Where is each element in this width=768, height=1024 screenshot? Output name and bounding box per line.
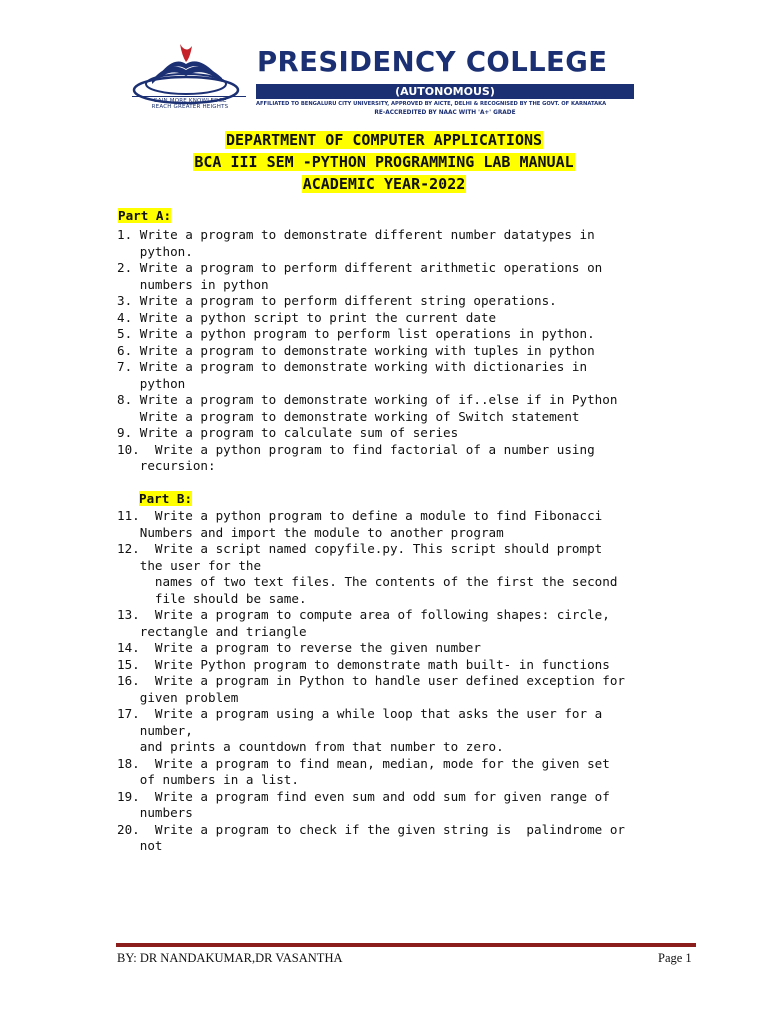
list-item: 5. Write a python program to perform list operations in python. xyxy=(117,326,595,341)
autonomous-banner: (AUTONOMOUS) xyxy=(256,84,634,99)
list-item: Write a program to demonstrate working of Switch statement xyxy=(117,408,580,424)
lab-manual-title: BCA III SEM -PYTHON PROGRAMMING LAB MANUAL xyxy=(194,153,574,171)
list-item: 9. Write a program to calculate sum of series xyxy=(117,425,459,440)
list-item: 7. Write a program to demonstrate working with dictionaries in xyxy=(117,359,588,374)
part-a-heading: Part A: xyxy=(118,208,172,223)
list-item: names of two text files. The contents of the first the second xyxy=(117,574,618,589)
list-item: python. xyxy=(117,243,193,259)
affiliation-text: AFFILIATED TO BENGALURU CITY UNIVERSITY, APPROVED BY AICTE, DELHI & RECOGNISED BY THE GOVT. OF KARNATAKA xyxy=(256,101,607,107)
list-item: 6. Write a program to demonstrate working with tuples in python xyxy=(117,342,595,358)
list-item: file should be same. xyxy=(117,590,307,606)
part-b-list xyxy=(117,508,625,855)
list-item: 15. Write Python program to demonstrate math built- in functions xyxy=(117,656,610,672)
footer-divider xyxy=(116,943,696,947)
list-item: 4. Write a python script to print the current date xyxy=(117,309,497,325)
list-item: 2. Write a program to perform different arithmetic operations on xyxy=(117,260,603,275)
list-item: 19. Write a program find even sum and odd sum for given range of xyxy=(117,788,610,804)
college-header xyxy=(130,40,650,118)
list-item: given problem xyxy=(117,689,239,705)
list-item: number, xyxy=(117,722,193,738)
title-line-1 xyxy=(0,130,768,152)
list-item: Numbers and import the module to another program xyxy=(117,524,504,540)
list-item: 17. Write a program using a while loop that asks the user for a xyxy=(117,706,603,721)
motto-line-1: GAIN MORE KNOWLEDGE xyxy=(153,98,227,104)
list-item: the user for the xyxy=(117,557,262,573)
department-title: DEPARTMENT OF COMPUTER APPLICATIONS xyxy=(225,131,543,149)
list-item: 12. Write a script named copyfile.py. This script should prompt xyxy=(117,541,603,556)
title-line-3 xyxy=(0,174,768,196)
academic-year-title: ACADEMIC YEAR-2022 xyxy=(302,175,466,193)
part-a-list xyxy=(117,227,617,475)
document-titles xyxy=(0,130,768,196)
list-item: 14. Write a program to reverse the given number xyxy=(117,640,481,655)
college-name: PRESIDENCY COLLEGE xyxy=(257,46,608,78)
list-item: numbers in python xyxy=(117,276,269,292)
list-item: recursion: xyxy=(117,458,216,473)
list-item: not xyxy=(117,838,163,853)
motto-line-2: REACH GREATER HEIGHTS xyxy=(151,104,229,110)
list-item: 20. Write a program to check if the given string is palindrome or xyxy=(117,821,625,837)
list-item: python xyxy=(117,375,186,391)
accreditation-text: RE-ACCREDITED BY NAAC WITH 'A+' GRADE xyxy=(374,110,516,116)
list-item: and prints a countdown from that number to zero. xyxy=(117,739,504,754)
list-item: 11. Write a python program to define a module to find Fibonacci xyxy=(117,508,603,523)
college-motto xyxy=(134,98,246,110)
list-item: 16. Write a program in Python to handle user defined exception for xyxy=(117,673,625,688)
part-b-heading: Part B: xyxy=(139,491,193,506)
list-item: 8. Write a program to demonstrate working of if..else if in Python xyxy=(117,392,618,407)
list-item: 13. Write a program to compute area of following shapes: circle, xyxy=(117,607,610,622)
page-number: Page 1 xyxy=(658,951,692,965)
list-item: 3. Write a program to perform different string operations. xyxy=(117,293,557,308)
list-item: of numbers in a list. xyxy=(117,772,299,787)
list-item: 1. Write a program to demonstrate different number datatypes in xyxy=(117,227,595,242)
list-item: 18. Write a program to find mean, median, mode for the given set xyxy=(117,755,610,771)
title-line-2 xyxy=(0,152,768,174)
list-item: rectangle and triangle xyxy=(117,623,307,639)
list-item: 10. Write a python program to find factorial of a number using xyxy=(117,441,595,457)
footer-authors: BY: DR NANDAKUMAR,DR VASANTHA xyxy=(117,951,343,965)
list-item: numbers xyxy=(117,805,193,820)
